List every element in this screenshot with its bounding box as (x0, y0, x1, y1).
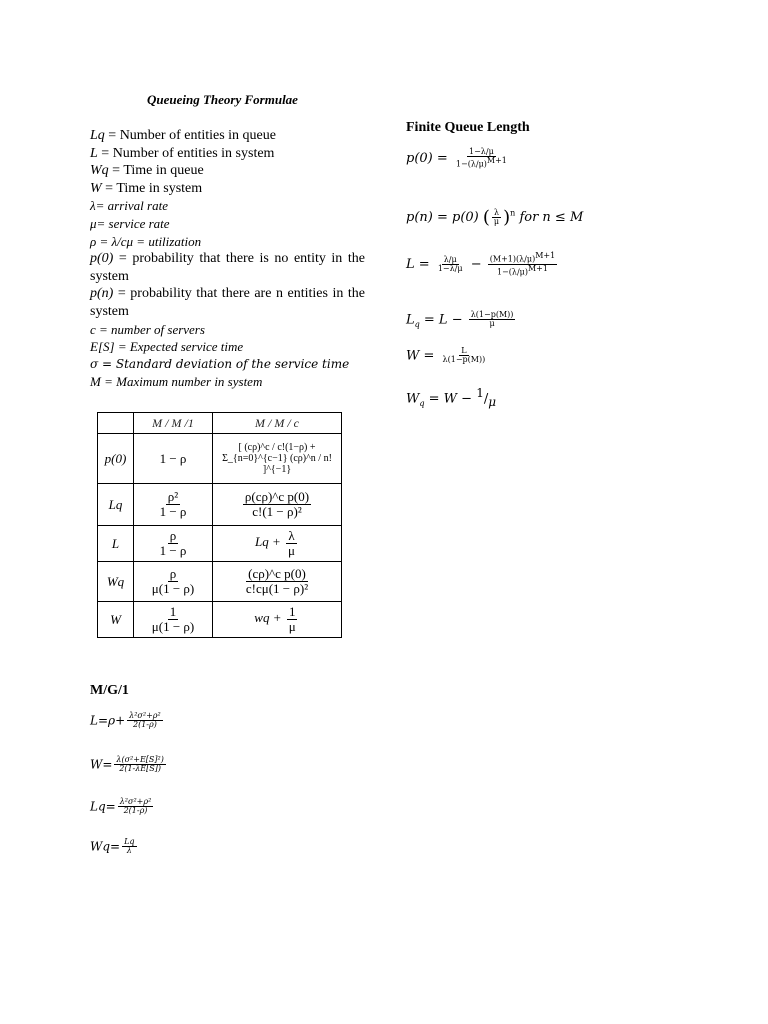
definition-l: L = Number of entities in system (90, 145, 275, 161)
table-header-mmc: M / M / c (213, 413, 342, 434)
mmc-wq: $\frac{\text{(cρ)\textasciicircum{}c p(0)}}{\text{c!cμ(1 − ρ)²}}$ (213, 562, 342, 602)
mg1-l-formula: L=ρ+ $\frac{\text{λ²σ²+ρ²}}{2(1-\rho)}$ (90, 711, 161, 730)
definition-w: W = Time in system (90, 180, 203, 196)
mg1-w-formula: W= $\frac{\text{λ(σ²+E[S]²)}}{2(1-\lambda E[S])}$ (90, 755, 164, 774)
definition-lambda: λ= arrival rate (90, 198, 168, 214)
mmc-l: Lq + $\frac{\lambda}{\mu}$ (213, 526, 342, 562)
finite-p0-formula: p(0) = $\frac{1-\lambda/\mu}{1-(\lambda/\mu)M+1}$ (406, 147, 507, 170)
definition-es: E[S] = Expected service time (90, 339, 244, 355)
table-row (98, 602, 342, 638)
mg1-heading: M/G/1 (90, 683, 129, 698)
finite-l-formula: L = $\frac{\lambda/\mu}{1-\lambda/\mu}$ − $\frac{(M+1)(\lambda/\mu)M+1}{1-(\lambda/\mu)M+1}$ (406, 251, 556, 277)
definition-p0: p(0) = probability that there is no entity in the system (90, 251, 365, 284)
row-label-w: W (98, 602, 134, 638)
finite-pn-formula: p(n) = p(0) ( $\frac{\lambda}{\mu}$ )$^n$ for n ≤ M (406, 207, 584, 228)
table-header-mm1: M / M /1 (134, 413, 213, 434)
table-row (98, 562, 342, 602)
definition-sigma: σ = Standard deviation of the service time (90, 356, 350, 371)
definition-mu: μ= service rate (90, 215, 170, 231)
finite-wq-formula: $W_q = W - 1/\mu$ (406, 386, 497, 409)
finite-p0-fraction: $\frac{1-\lambda/\mu}{1-(\lambda/\mu)M+1}$ (455, 147, 507, 170)
table-row (98, 526, 342, 562)
mm1-mmc-table (97, 412, 342, 638)
mm1-w: $\frac{1}{\mu(1 - \rho)}$ (134, 602, 213, 638)
definition-m: M = Maximum number in system (90, 374, 263, 390)
row-label-l: L (98, 526, 134, 562)
row-label-p0: p(0) (98, 434, 134, 484)
page-title: Queueing Theory Formulae (147, 92, 298, 107)
table-header-empty (98, 413, 134, 434)
mm1-l: $\frac{\rho}{1 - \rho}$ (134, 526, 213, 562)
finite-lq-formula: $L_q = L$ − $\frac{\lambda(1-p(M))}{\mu}$ (406, 310, 514, 329)
mmc-lq: $\frac{\text{ρ(cρ)\textasciicircum{}c p(0)}}{\text{c!(1 − ρ)²}}$ (213, 484, 342, 526)
table-header-row (98, 413, 342, 434)
finite-queue-heading: Finite Queue Length (406, 120, 530, 135)
mg1-lq-formula: Lq= $\frac{\text{λ²σ²+ρ²}}{2(1-\rho)}$ (90, 797, 152, 816)
mm1-lq: $\frac{\text{ρ²}}{1 - \rho}$ (134, 484, 213, 526)
mmc-w: wq + $\frac{1}{\mu}$ (213, 602, 342, 638)
definition-wq: Wq = Time in queue (90, 163, 204, 179)
table-row (98, 434, 342, 484)
row-label-wq: Wq (98, 562, 134, 602)
table-row (98, 484, 342, 526)
definitions-list (90, 127, 365, 391)
finite-w-formula: W = $\frac{L}{\lambda(1-p(M))}$ (406, 346, 486, 365)
row-label-lq: Lq (98, 484, 134, 526)
mg1-wq-formula: Wq= $\frac{Lq}{\lambda}$ (90, 837, 135, 856)
mmc-p0: [ (cρ)^c / c!(1−ρ) + Σ_{n=0}^{c−1} (cρ)^n / n! ]^{−1} (213, 434, 342, 484)
mm1-wq: $\frac{\rho}{\mu(1 - \rho)}$ (134, 562, 213, 602)
definition-c: c = number of servers (90, 321, 205, 337)
mm1-p0: 1 − ρ (134, 434, 213, 484)
definition-lq: Lq = Number of entities in queue (90, 128, 276, 143)
definition-rho: ρ = λ/cμ = utilization (90, 233, 202, 249)
definition-pn: p(n) = probability that there are n entities in the system (90, 286, 365, 319)
